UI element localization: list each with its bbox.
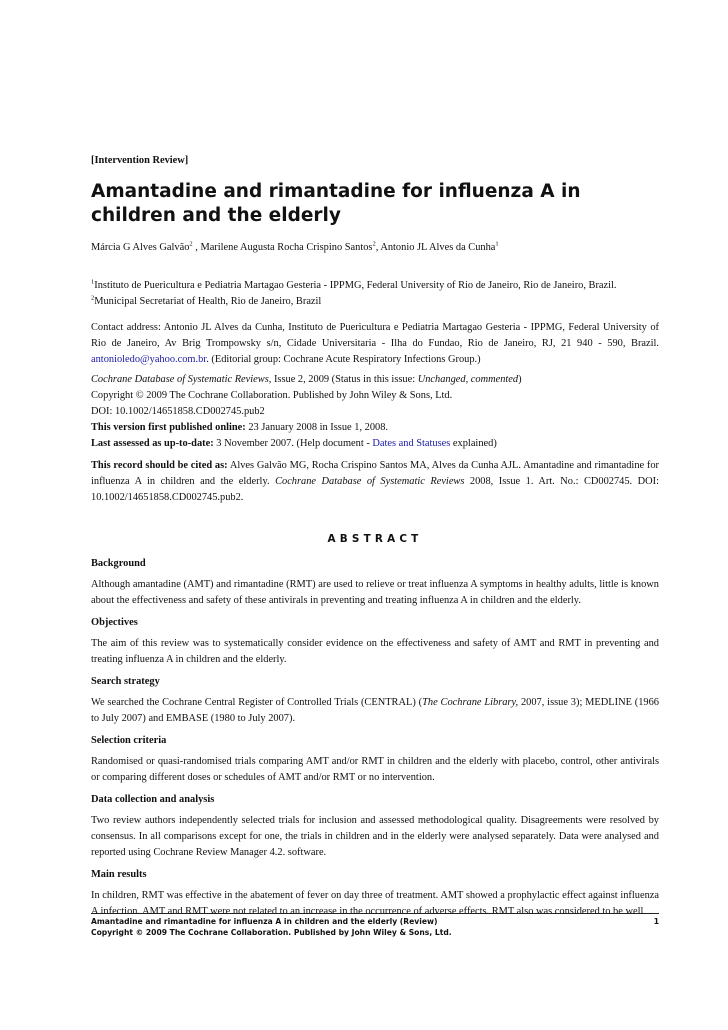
selection-criteria-heading: Selection criteria: [91, 735, 167, 746]
search-strategy-heading: Search strategy: [91, 676, 160, 687]
author-2: Marilene Augusta Rocha Crispino Santos: [200, 242, 373, 253]
journal-name: Cochrane Database of Systematic Reviews: [91, 374, 269, 385]
contact-email-link[interactable]: antonioledo@yahoo.com.br: [91, 354, 207, 365]
search-text-2: 2007, issue 3); MEDLINE (1966 to July 2007) and EMBASE (1980 to July 2007).: [91, 697, 659, 724]
first-published-value: 23 January 2008 in Issue 1, 2008.: [245, 422, 389, 433]
help-tail: explained): [450, 438, 497, 449]
selection-criteria-text: Randomised or quasi-randomised trials comparing AMT and/or RMT in children and the elderly with placebo, control, other antivirals or comparing different doses or schedules of AMT and/or RMT or no intervention.: [91, 756, 659, 783]
last-assessed-line: [91, 436, 522, 452]
data-collection-heading: Data collection and analysis: [91, 794, 215, 805]
editorial-group: . (Editorial group: Cochrane Acute Respiratory Infections Group.): [206, 354, 481, 365]
affiliation-1-number: 1: [91, 278, 95, 286]
doi-line: DOI: 10.1002/14651858.CD002745.pub2: [91, 406, 265, 417]
status-close: ): [518, 374, 522, 385]
last-assessed-label: Last assessed as up-to-date:: [91, 438, 214, 449]
affiliations: [91, 278, 617, 310]
cite-record-label: This record should be cited as:: [91, 460, 228, 471]
review-type: [Intervention Review]: [91, 155, 189, 166]
author-1: Márcia G Alves Galvão: [91, 242, 190, 253]
main-results-heading: Main results: [91, 869, 147, 880]
cite-record-text: Alves Galvão MG, Rocha Crispino Santos MA, Alves da Cunha AJL. Amantadine and rimantadine for influenza A in children and the elderly.: [91, 460, 660, 487]
author-2-affil: 2: [372, 240, 376, 248]
cite-record-tail: 2008, Issue 1. Art. No.: CD002745. DOI: 10.1002/14651858.CD002745.pub2.: [91, 476, 659, 503]
page-footer: [91, 913, 659, 938]
abstract-heading: ABSTRACT: [327, 533, 423, 545]
abstract-body: [91, 556, 659, 926]
objectives-text: The aim of this review was to systematically consider evidence on the effectiveness and safety of AMT and RMT in preventing and treating influenza A in children and the elderly.: [91, 638, 659, 665]
dates-statuses-link[interactable]: Dates and Statuses: [372, 438, 451, 449]
cite-record: [91, 458, 659, 506]
objectives-heading: Objectives: [91, 617, 138, 628]
search-library: The Cochrane Library,: [422, 697, 519, 708]
contact-text: Contact address: Antonio JL Alves da Cunha, Instituto de Puericultura e Pediatria Martagao Gesteria - IPPMG, Federal University of Rio de Janeiro, Av Brig Trompowsky s/n, Cidade Universitaria - Ilha do Fundao, Rio de Janeiro, RJ, 21 940 - 590, Brazil.: [91, 322, 659, 349]
search-text-1: We searched the Cochrane Central Register of Controlled Trials (CENTRAL) (: [91, 697, 423, 708]
footer-copyright: Copyright © 2009 The Cochrane Collaboration. Published by John Wiley & Sons, Ltd.: [91, 928, 452, 937]
first-published-label: This version first published online:: [91, 422, 246, 433]
affiliation-1-text: Instituto de Puericultura e Pediatria Martagao Gesteria - IPPMG, Federal University of Rio de Janeiro, Rio de Janeiro, Brazil.: [94, 280, 617, 291]
page-number: 1: [653, 917, 659, 926]
author-3-affil: 1: [495, 240, 499, 248]
article-title: Amantadine and rimantadine for influenza A in children and the elderly: [91, 181, 581, 226]
author-1-affil: 2: [189, 240, 193, 248]
issue-text: , Issue 2, 2009 (Status in this issue:: [268, 374, 418, 385]
status-text: Unchanged, commented: [417, 374, 519, 385]
contact-address: [91, 320, 659, 368]
cite-record-journal: Cochrane Database of Systematic Reviews: [275, 476, 465, 487]
author-list: Márcia G Alves Galvão$^2$ , Marilene Augusta Rocha Crispino Santos$^2$, Antonio JL Alves da Cunha$^1$: [91, 240, 499, 253]
affiliation-1: [91, 278, 617, 294]
main-results-text: In children, RMT was effective in the abatement of fever on day three of treatment. AMT showed a prophylactic effect against influenza A infection. AMT and RMT were not related to an increase in the occurrence of adverse effects. RMT also was considered to be well: [91, 890, 659, 917]
affiliation-2: [91, 294, 617, 310]
last-assessed-value: 3 November 2007. (Help document -: [213, 438, 373, 449]
search-strategy-text: [91, 695, 659, 727]
publication-info: [91, 372, 522, 452]
background-heading: Background: [91, 558, 146, 569]
affiliation-2-text: Municipal Secretariat of Health, Rio de Janeiro, Brazil: [94, 296, 322, 307]
footer-title: Amantadine and rimantadine for influenza A in children and the elderly (Review): [91, 917, 438, 926]
author-3: Antonio JL Alves da Cunha: [380, 242, 496, 253]
copyright-line: Copyright © 2009 The Cochrane Collaboration. Published by John Wiley & Sons, Ltd.: [91, 390, 453, 401]
background-text: Although amantadine (AMT) and rimantadine (RMT) are used to relieve or treat influenza A symptoms in healthy adults, little is known about the effectiveness and safety of these antivirals in preventing and treating influenza A in children and the elderly.: [91, 579, 659, 606]
journal-line: [91, 372, 522, 388]
data-collection-text: Two review authors independently selected trials for inclusion and assessed methodological quality. Disagreements were resolved by consensus. In all comparisons except for one, the trials in children and in the elderly were analysed separately. Data were analysed and reported using Cochrane Review Manager 4.2. software.: [91, 815, 659, 858]
first-published-line: [91, 420, 522, 436]
affiliation-2-number: 2: [91, 294, 95, 302]
